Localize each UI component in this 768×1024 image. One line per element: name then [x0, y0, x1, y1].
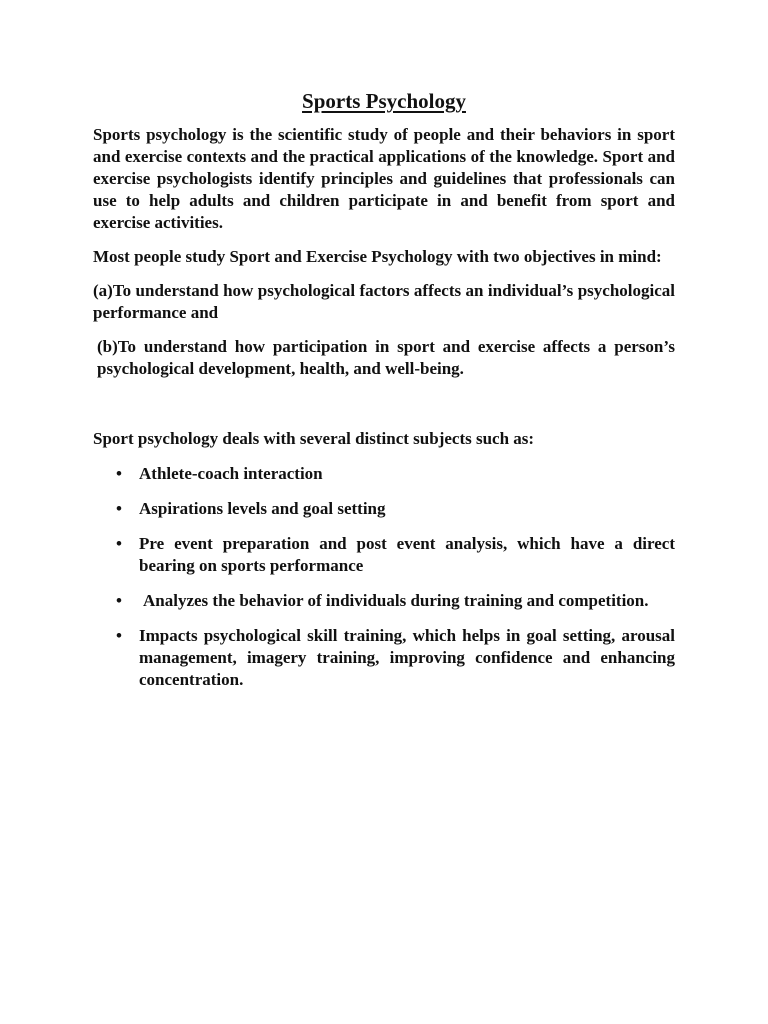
bullet-icon: • [116, 591, 122, 610]
list-item-text: Athlete-coach interaction [139, 464, 323, 483]
objectives-lead-paragraph: Most people study Sport and Exercise Psychology with two objectives in mind: [93, 247, 662, 266]
intro-paragraph: Sports psychology is the scientific study of people and their behaviors in sport and exercise contexts and the practical applications of the knowledge. Sport and exercise psychologists identify principles and guidelines that professionals can use to help adults and children participate in and benefit from sport and exercise activities. [93, 125, 675, 232]
list-item [93, 533, 675, 577]
bullet-icon: • [116, 626, 122, 645]
bullet-icon: • [116, 534, 122, 553]
list-item-text: Aspirations levels and goal setting [139, 499, 386, 518]
bullet-icon: • [116, 464, 122, 483]
document-body [93, 88, 675, 704]
list-item [93, 590, 675, 612]
subjects-list [93, 463, 675, 691]
list-item [93, 625, 675, 691]
list-item-text: Pre event preparation and post event analysis, which have a direct bearing on sports performance [139, 534, 675, 575]
list-item-text: Impacts psychological skill training, which helps in goal setting, arousal management, imagery training, improving confidence and enhancing concentration. [139, 626, 675, 689]
document-title: Sports Psychology [302, 89, 466, 113]
list-item [93, 463, 675, 485]
list-item [93, 498, 675, 520]
objective-b-paragraph: (b)To understand how participation in sport and exercise affects a person’s psychological development, health, and well-being. [97, 337, 675, 378]
subjects-lead-paragraph: Sport psychology deals with several distinct subjects such as: [93, 429, 535, 448]
list-item-text: Analyzes the behavior of individuals during training and competition. [143, 591, 649, 610]
bullet-icon: • [116, 499, 122, 518]
objective-a-paragraph: (a)To understand how psychological factors affects an individual’s psychological performance and [93, 281, 675, 322]
